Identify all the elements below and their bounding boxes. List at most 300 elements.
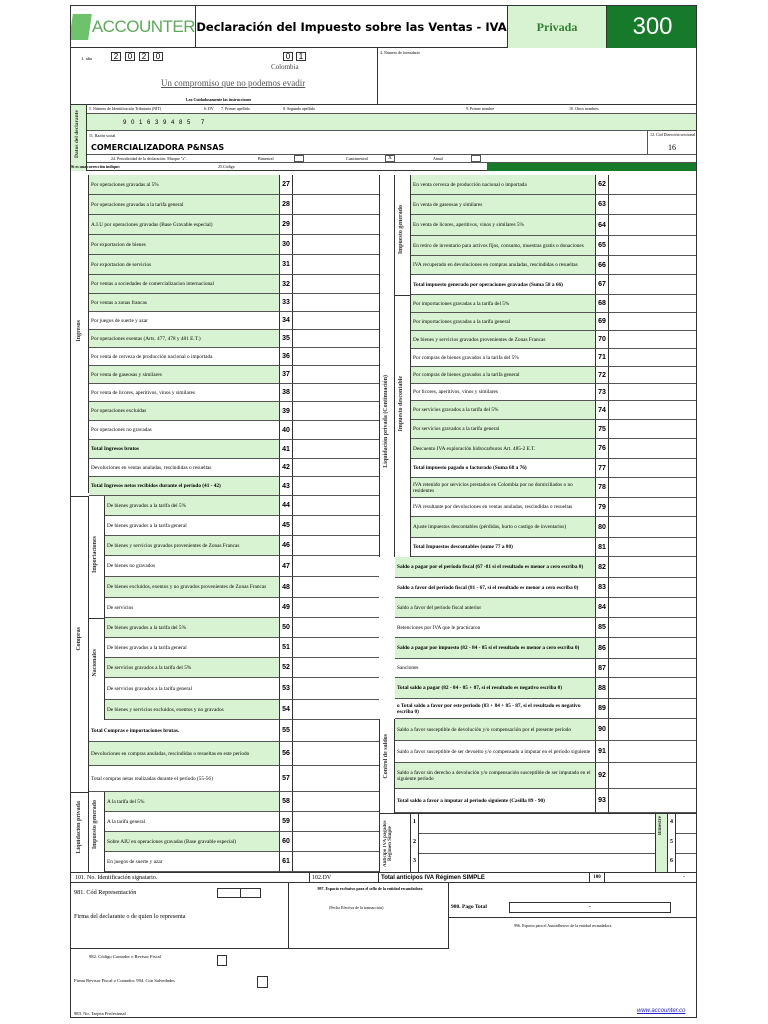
dv-label: 6. DV (204, 106, 214, 111)
right-row-label: Saldo a favor del período fiscal (81 - 67, si el resultado es menor a cero escriba 0) (395, 578, 595, 598)
casilla-value[interactable] (293, 700, 379, 720)
casilla-code: 83 (595, 578, 609, 598)
casilla-value[interactable] (609, 638, 697, 659)
casilla-value[interactable] (609, 313, 697, 331)
cuatrimestral-label: Cuatrimestral (346, 156, 368, 161)
identificacion-signatario-label: 101. No. Identificación signatario. (75, 875, 158, 881)
casilla-value[interactable] (293, 175, 379, 195)
casilla-value[interactable] (293, 330, 379, 348)
pago-total-input[interactable]: - (509, 902, 671, 913)
left-row-label: A la tarifa general (105, 812, 279, 832)
simple-code: 4 (670, 819, 673, 825)
casilla-value[interactable] (609, 401, 697, 420)
casilla-value[interactable] (293, 496, 379, 516)
casilla-value[interactable] (293, 516, 379, 536)
simple-left-values[interactable] (419, 814, 655, 873)
casilla-value[interactable] (609, 215, 697, 236)
casilla-value[interactable] (293, 720, 379, 742)
casilla-value[interactable] (293, 255, 379, 275)
casilla-code: 32 (279, 275, 293, 294)
right-row-label: Descuento IVA exploración hidrocarburos Art. 485-2 E.T. (411, 439, 595, 459)
casilla-code: 41 (279, 440, 293, 459)
colombia-text: Colombia (271, 63, 299, 71)
left-row-label: De bienes gravados a la tarifa general (105, 638, 279, 658)
correccion-bar (487, 163, 697, 171)
declarante-section-label: Datos del declarante (74, 110, 80, 158)
casilla-code: 39 (279, 402, 293, 421)
casilla-code: 70 (595, 331, 609, 349)
casilla-value[interactable] (293, 577, 379, 598)
left-row-label: Por operaciones gravadas a la tarifa general (89, 195, 279, 215)
left-row-label: De bienes no gravados (105, 556, 279, 577)
casilla-code: 38 (279, 384, 293, 402)
casilla-code: 59 (279, 812, 293, 832)
left-row-label: Devoluciones en compras anuladas, rescindidas o resueltas en este período (89, 742, 279, 766)
right-row-label: Saldo a pagar por impuesto (82 - 84 - 85 si el resultado es menor a cero escriba 0) (395, 638, 595, 659)
numero-formulario-label: 4. Número de formulario (380, 50, 420, 55)
ano-digit: 0 (153, 52, 163, 61)
accounter-logo (71, 6, 196, 48)
casilla-value[interactable] (293, 536, 379, 556)
casilla-code: 60 (279, 832, 293, 852)
casilla-value[interactable] (293, 348, 379, 366)
nacionales-label: Nacionales (92, 649, 98, 677)
fecha-transaccion-label: (Fecha Efectiva de la transacción) (329, 905, 384, 910)
cod-direccion-box[interactable] (647, 131, 697, 154)
casilla-value[interactable] (609, 256, 697, 275)
simple-right-values[interactable] (676, 814, 697, 873)
anticipo-section (379, 814, 411, 873)
casilla-code: 27 (279, 175, 293, 195)
casilla-code: 77 (595, 459, 609, 478)
left-row-label: De bienes excluidos, exentos y no gravados provenientes de Zonas Francas (105, 577, 279, 598)
right-row-label: Por servicios gravados a la tarifa del 5% (411, 401, 595, 420)
casilla-value[interactable] (293, 812, 379, 832)
simple-code: 5 (670, 839, 673, 845)
casilla-code: 69 (595, 313, 609, 331)
periodicidad-label: 24. Periodicidad de la declaración. Marque "x". (111, 156, 188, 161)
casilla-value[interactable] (293, 402, 379, 421)
casilla-code: 37 (279, 366, 293, 384)
imp-generado-right-section (395, 175, 411, 295)
casilla-code: 54 (279, 700, 293, 720)
right-row-label: IVA retenido por servicios prestados en Colombia por no domiciliados o no residentes (411, 478, 595, 498)
left-row-label: Por operaciones gravadas al 5% (89, 175, 279, 195)
imp-generado-left-label: Impuesto generado (92, 800, 98, 850)
casilla-value[interactable] (609, 789, 697, 813)
right-row-label: Saldo a favor sin derecho a devolución y/o compensación susceptible de ser imputado en el siguiente período (395, 763, 595, 789)
sello-block (289, 883, 449, 948)
anual-checkbox[interactable] (471, 155, 481, 162)
left-row-label: Total compras netas realizadas durante el período (55-56) (89, 766, 279, 792)
casilla-value[interactable] (293, 440, 379, 459)
casilla-value[interactable] (609, 763, 697, 789)
right-row-label: Retenciones por IVA que le practicaron (395, 618, 595, 638)
ano-label: 1. año (81, 56, 93, 61)
casilla-code: 84 (595, 598, 609, 618)
privada-label: Privada (508, 6, 607, 48)
casilla-code: 57 (279, 766, 293, 792)
casilla-code: 92 (595, 763, 609, 789)
left-row-label: Por ventas a zonas francas (89, 294, 279, 312)
casilla-code: 75 (595, 420, 609, 439)
right-row-label: Por importaciones gravadas a la tarifa general (411, 313, 595, 331)
code-100: 100 (589, 873, 605, 883)
revisor-block (71, 949, 449, 1018)
casilla-value[interactable] (293, 195, 379, 215)
left-row-label: Devoluciones en ventas anuladas, rescindidas o resueltas (89, 459, 279, 477)
periodo-digits[interactable] (283, 52, 309, 62)
casilla-value[interactable] (609, 538, 697, 557)
anticipo-simple-block (379, 813, 697, 872)
casilla-value[interactable] (609, 349, 697, 367)
imp-descontable-label: Impuesto descontable (398, 376, 404, 432)
casilla-code: 90 (595, 719, 609, 741)
compras-section (71, 496, 89, 792)
casilla-value[interactable] (293, 832, 379, 852)
casilla-code: 52 (279, 658, 293, 678)
casilla-value[interactable] (293, 421, 379, 440)
right-row-label: Por compras de bienes gravados a la tarifa del 5% (411, 349, 595, 367)
casilla-code: 82 (595, 557, 609, 578)
casilla-code: 62 (595, 175, 609, 195)
compras-label: Compras (76, 627, 82, 651)
casilla-code: 31 (279, 255, 293, 275)
left-row-label: Por venta de cerveza de producción nacional o importada (89, 348, 279, 366)
casilla-value[interactable] (609, 517, 697, 538)
simple-right-codes (668, 814, 676, 873)
left-row-label: Por operaciones excluidas (89, 402, 279, 421)
sello-entidad-label: 997. Espacio exclusivo para el sello de la entidad recaudadora (317, 886, 423, 891)
form-title: Declaración del Impuesto sobre las Ventas - IVA (196, 6, 508, 48)
casilla-code: 89 (595, 699, 609, 719)
casilla-value[interactable] (293, 618, 379, 638)
left-row-label: Por operaciones exentas (Arts. 477, 478 y 481 E.T.) (89, 330, 279, 348)
nit-digit: 1 (139, 120, 143, 126)
autoadhesivo-label: 996. Espacio para el Autoadhesivo de la entidad recaudadora (514, 923, 612, 928)
right-row-label: En venta de gaseosas y similares (411, 195, 595, 215)
casilla-value[interactable] (293, 459, 379, 477)
cuatrimestral-checkbox[interactable]: X (385, 155, 395, 162)
left-row-label: Sobre AIU en operaciones gravadas (Base gravable especial) (105, 832, 279, 852)
right-row-label: Total saldo a pagar (82 - 84 - 85 + 87, si el resultado es negativo escriba 0) (395, 678, 595, 699)
casilla-code: 49 (279, 598, 293, 618)
simple-code: 2 (413, 839, 416, 845)
codigo-25-label: 25.Código (218, 164, 235, 169)
right-row-label: En venta cerveza de producción nacional o importada (411, 175, 595, 195)
casilla-code: 85 (595, 618, 609, 638)
casilla-value[interactable] (609, 699, 697, 719)
right-row-label: Por compras de bienes gravados a la tarifa general (411, 367, 595, 384)
simple-code: 1 (413, 819, 416, 825)
simple-code: 3 (413, 858, 416, 864)
liq-privada-section (71, 792, 89, 872)
nit-digit: 5 (187, 120, 191, 126)
casilla-value[interactable] (293, 477, 379, 496)
nit-digit: 9 (163, 120, 167, 126)
primer-nombre-label: 9. Primer nombre (466, 106, 495, 111)
left-row-label: Por venta de licores, aperitivos, vinos y similares (89, 384, 279, 402)
nit-digits[interactable] (123, 120, 219, 129)
casilla-value[interactable] (609, 578, 697, 598)
casilla-value[interactable] (609, 295, 697, 313)
casilla-value[interactable] (293, 638, 379, 658)
casilla-code: 67 (595, 275, 609, 295)
left-row-label: De bienes y servicios gravados provenientes de Zonas Francas (105, 536, 279, 556)
numero-formulario-box[interactable] (378, 48, 697, 105)
casilla-code: 79 (595, 498, 609, 517)
left-row-label: De servicios gravados a la tarifa del 5% (105, 658, 279, 678)
casilla-code: 71 (595, 349, 609, 367)
casilla-code: 72 (595, 367, 609, 384)
casilla-value[interactable] (293, 366, 379, 384)
nacionales-section (89, 618, 105, 720)
left-row-label: De bienes y servicios excluidos, exentos y no gravados (105, 700, 279, 720)
right-row-label: Total impuesto pagado o facturado (Suma 68 a 76) (411, 459, 595, 478)
primer-apellido-label: 7. Primer apellido (221, 106, 250, 111)
imp-generado-right-label: Impuesto generado (398, 205, 404, 255)
autoadhesivo-block (449, 917, 697, 1018)
dv-102-box[interactable] (309, 873, 379, 883)
logo-mark-icon (70, 14, 92, 40)
total-anticipos-label: Total anticipos IVA Régimen SIMPLE (381, 875, 485, 881)
casilla-value[interactable] (609, 439, 697, 459)
casilla-value[interactable] (293, 742, 379, 766)
casilla-value[interactable] (609, 478, 697, 498)
casilla-value[interactable] (609, 557, 697, 578)
declarante-section (71, 105, 87, 171)
left-row-label: De servicios (105, 598, 279, 618)
right-row-label: Por importaciones gravadas a la tarifa del 5% (411, 295, 595, 313)
right-row-label: Total impuesto generado por operaciones gravadas (Suma 58 a 66) (411, 275, 595, 295)
razon-social-label: 11. Razón social (89, 133, 116, 138)
left-row-label: Por ventas a sociedades de comercializacion internacional (89, 275, 279, 294)
pago-total-label: 980. Pago Total (451, 904, 487, 910)
pago-total-block (449, 883, 697, 917)
right-row-label: Por licores, aperitivos, vinos y similares (411, 384, 595, 401)
casilla-code: 43 (279, 477, 293, 496)
left-row-label: En juegos de suerte y azar (105, 852, 279, 872)
declarante-block (71, 105, 697, 171)
left-row-label: Total Ingresos netos recibidos durante el período (41 - 42) (89, 477, 279, 496)
casilla-value[interactable] (609, 659, 697, 678)
ano-digit: 2 (111, 52, 121, 61)
anticipo-label: Anticipo IVA pagados Régimen Simple (383, 820, 393, 868)
bimestral-checkbox[interactable] (294, 155, 304, 162)
casilla-value[interactable] (609, 275, 697, 295)
firma-declarante-label: Firma del declarante o de quien lo representa (74, 913, 186, 920)
casilla-code: 88 (595, 678, 609, 699)
control-saldos-section (379, 719, 395, 813)
importaciones-section (89, 496, 105, 618)
ingresos-label: Ingresos (76, 320, 82, 342)
periodo-digit: 0 (283, 52, 293, 61)
casilla-code: 42 (279, 459, 293, 477)
casilla-code: 56 (279, 742, 293, 766)
casilla-value[interactable] (609, 498, 697, 517)
simple-code: 6 (670, 858, 673, 864)
left-row-label: A la tarifa del 5% (105, 792, 279, 812)
casilla-code: 55 (279, 720, 293, 742)
casilla-code: 86 (595, 638, 609, 659)
otros-nombres-label: 10. Otros nombres (569, 106, 599, 111)
nit-digit: 8 (179, 120, 183, 126)
left-row-label: De bienes gravados a la tarifa del 5% (105, 496, 279, 516)
casilla-value[interactable] (293, 215, 379, 235)
simple-left-codes (411, 814, 419, 873)
periodo-digit: 1 (296, 52, 306, 61)
logo-text: ACCOUNTER (91, 17, 195, 36)
right-row-label: De bienes y servicios gravados provenientes de Zonas Francas (411, 331, 595, 349)
left-row-label: De bienes gravados a la tarifa del 5% (105, 618, 279, 638)
con-salvedades-checkbox[interactable] (257, 976, 268, 988)
casilla-value[interactable] (293, 766, 379, 792)
casilla-value[interactable] (293, 294, 379, 312)
casilla-value[interactable] (293, 678, 379, 700)
right-row-label: Total Impuestos descontables (sume 77 a 80) (411, 538, 595, 557)
casilla-code: 68 (595, 295, 609, 313)
anual-label: Anual (433, 156, 443, 161)
razon-social-value[interactable]: COMERCIALIZADORA P&NSAS (91, 143, 225, 152)
casilla-value[interactable] (609, 741, 697, 763)
casilla-code: 91 (595, 741, 609, 763)
cod-representacion-input[interactable] (217, 888, 261, 898)
form-header (71, 6, 697, 48)
casilla-value[interactable] (609, 236, 697, 256)
left-row-label: Total Ingresos brutos (89, 440, 279, 459)
total-anticipos-value[interactable]: - (683, 874, 685, 880)
casilla-value[interactable] (609, 598, 697, 618)
codigo-contador-checkbox[interactable] (217, 955, 227, 966)
left-row-label: Total Compras e importaciones brutas. (89, 720, 279, 742)
casilla-value[interactable] (293, 598, 379, 618)
casilla-code: 64 (595, 215, 609, 236)
casilla-code: 53 (279, 678, 293, 700)
casilla-code: 34 (279, 312, 293, 330)
ano-digit: 2 (139, 52, 149, 61)
importaciones-label: Importaciones (92, 536, 98, 573)
left-row-label: A.I.U por operaciones gravadas (Base Gravable especial) (89, 215, 279, 235)
casilla-code: 74 (595, 401, 609, 420)
form-300 (70, 5, 697, 1018)
right-row-label: Total saldo a favor a imputar al periodo siguiente (Casilla 89 - 90) (395, 789, 595, 813)
casilla-value[interactable] (609, 678, 697, 699)
casilla-code: 40 (279, 421, 293, 440)
right-row-label: En venta de licores, aperitivos, vinos y similares 5% (411, 215, 595, 236)
casilla-value[interactable] (609, 384, 697, 401)
casilla-code: 65 (595, 236, 609, 256)
left-row-label: Por juegos de suerte y azar (89, 312, 279, 330)
casilla-code: 81 (595, 538, 609, 557)
tarjeta-profesional-label: 983. No. Tarjeta Profesional (74, 1011, 126, 1016)
cod-direccion-value: 16 (668, 143, 676, 152)
ano-digit: 0 (125, 52, 135, 61)
firma-revisor-label: Firma Revisor Fiscal o Contador. 994. Con Salvedades (74, 978, 175, 983)
dv-value: 7 (201, 120, 205, 126)
left-row-label: Por venta de gaseosas y similares (89, 366, 279, 384)
bimestre-label: Bimestre (658, 816, 663, 836)
casilla-value[interactable] (293, 235, 379, 255)
ingresos-section (71, 175, 89, 493)
codigo-contador-label: 982. Código Contador o Revisor Fiscal (89, 954, 161, 959)
casilla-value[interactable] (609, 195, 697, 215)
casilla-value[interactable] (293, 384, 379, 402)
signatario-row (71, 872, 697, 883)
casilla-value[interactable] (609, 618, 697, 638)
casilla-code: 28 (279, 195, 293, 215)
liq-cont-label: Liquidación privada (Continuación) (383, 375, 389, 468)
accounter-link[interactable]: www.accounter.co (637, 1008, 686, 1014)
bimestral-label: Bimestral (258, 156, 274, 161)
periodo-block (71, 48, 378, 105)
casilla-code: 73 (595, 384, 609, 401)
casilla-value[interactable] (609, 331, 697, 349)
casilla-value[interactable] (293, 312, 379, 330)
casilla-code: 76 (595, 439, 609, 459)
slogan: Un compromiso que no podemos evadir (161, 78, 306, 88)
liq-privada-label: Liquidación privada (76, 801, 82, 854)
left-row-label: De bienes gravados a la tarifa general (105, 516, 279, 536)
casilla-code: 30 (279, 235, 293, 255)
imp-descontable-section (395, 295, 411, 557)
nit-digit: 4 (171, 120, 175, 126)
right-row-label: Saldo a favor del período fiscal anterior (395, 598, 595, 618)
right-row-label: o Total saldo a favor por este periodo (83 + 84 + 85 - 87, si el resultado es negativo escriba 0) (395, 699, 595, 719)
representacion-block (71, 883, 289, 948)
casilla-value[interactable] (293, 658, 379, 678)
casilla-value[interactable] (609, 719, 697, 741)
casilla-code: 61 (279, 852, 293, 872)
nit-digit: 9 (123, 120, 130, 126)
casilla-code: 87 (595, 659, 609, 678)
right-row-label: Saldo a favor susceptible de ser devuelto y/o compensado a imputar en el período siguiente (395, 741, 595, 763)
casilla-value[interactable] (609, 367, 697, 384)
right-row-label: Saldo a favor susceptible de devolución y/o compensación por el presente período (395, 719, 595, 741)
right-row-label: IVA resultante por devoluciones en ventas anuladas, rescindidas o resueltas (411, 498, 595, 517)
nit-digit: 3 (155, 120, 159, 126)
casilla-value[interactable] (609, 420, 697, 439)
right-row-label: Por servicios gravados a la tarifa general (411, 420, 595, 439)
casilla-value[interactable] (609, 459, 697, 478)
right-row-label: En retiro de inventario para activos fijos, consumo, muestras gratis o donaciones (411, 236, 595, 256)
casilla-code: 44 (279, 496, 293, 516)
casilla-value[interactable] (293, 792, 379, 812)
dv-102-label: 102.DV (312, 875, 332, 881)
control-saldos-label: Control de saldos (383, 734, 389, 779)
casilla-code: 46 (279, 536, 293, 556)
cod-representacion-label: 981. Cód Representación (74, 889, 137, 896)
casilla-value[interactable] (293, 556, 379, 577)
left-row-label: Por exportacion de servicios (89, 255, 279, 275)
casilla-code: 66 (595, 256, 609, 275)
left-row-label: De servicios gravados a la tarifa general (105, 678, 279, 700)
casilla-code: 51 (279, 638, 293, 658)
casilla-value[interactable] (609, 175, 697, 195)
casilla-code: 35 (279, 330, 293, 348)
segundo-apellido-label: 8. Segundo apellido (283, 106, 315, 111)
casilla-code: 45 (279, 516, 293, 536)
cod-direccion-label: 12. Cód Dirección seccional (650, 132, 696, 137)
casilla-code: 47 (279, 556, 293, 577)
right-row-label: IVA recuperado en devoluciones en compras anuladas, rescindidas o resueltas (411, 256, 595, 275)
casilla-code: 78 (595, 478, 609, 498)
bimestre-section (655, 814, 668, 873)
ano-digits[interactable] (111, 52, 167, 62)
casilla-value[interactable] (293, 275, 379, 294)
casilla-value[interactable] (293, 852, 379, 872)
correccion-label: Si es una corrección indique: (71, 164, 121, 169)
casilla-code: 33 (279, 294, 293, 312)
